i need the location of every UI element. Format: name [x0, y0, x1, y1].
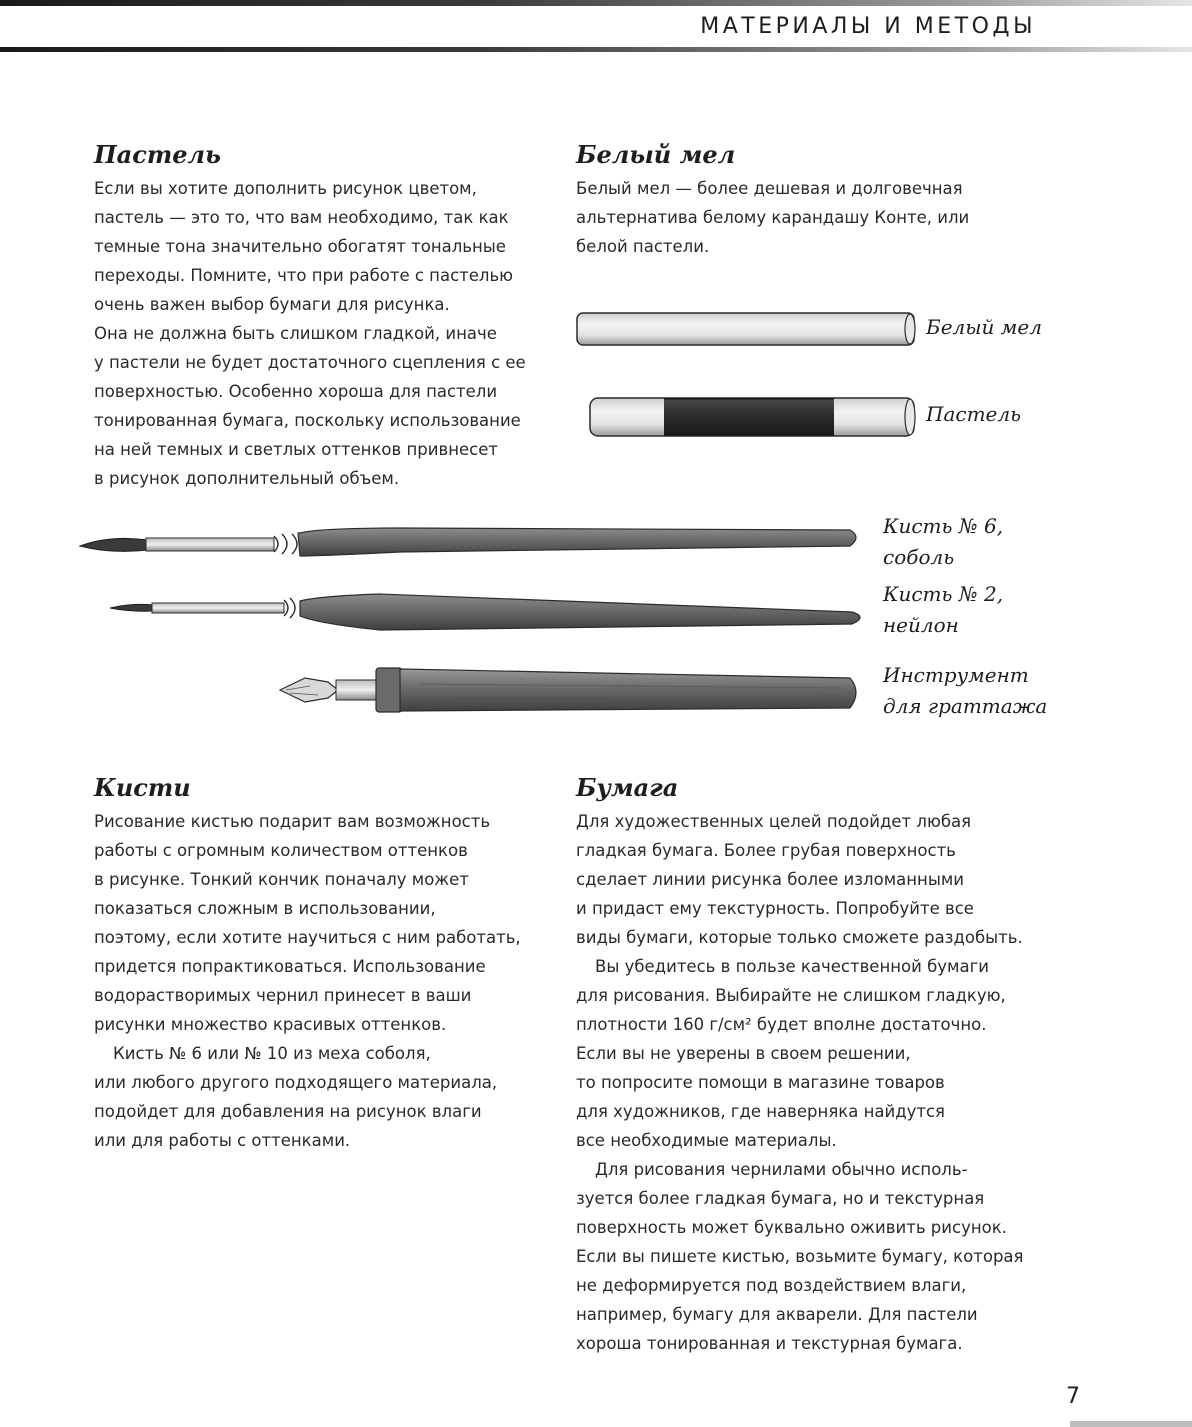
text-line: Кисть № 6 или № 10 из меха соболя, — [113, 1044, 431, 1063]
running-head: МАТЕРИАЛЫ И МЕТОДЫ — [700, 14, 1036, 39]
text-line: в рисунок дополнительный объем. — [94, 469, 400, 488]
text-line: для художников, где наверняка найдутся — [576, 1102, 945, 1121]
text-line: придется попрактиковаться. Использование — [94, 957, 486, 976]
text-line: плотности 160 г/см² будет вполне достаточно. — [576, 1015, 987, 1034]
label-pastel — [926, 399, 1021, 430]
label-line: Пастель — [926, 402, 1021, 426]
white-chalk-stick — [577, 313, 915, 345]
text-line: водорастворимых чернил принесет в ваши — [94, 986, 472, 1005]
text-line: Она не должна быть слишком гладкой, иначе — [94, 324, 497, 343]
text-line: не деформируется под воздействием влаги, — [576, 1276, 967, 1295]
text-line: все необходимые материалы. — [576, 1131, 837, 1150]
label-brush-2 — [883, 579, 1003, 641]
label-white-chalk — [926, 312, 1042, 343]
text-line: показаться сложным в использовании, — [94, 899, 436, 918]
brushes-paragraph — [94, 807, 521, 1155]
text-line: то попросите помощи в магазине товаров — [576, 1073, 945, 1092]
text-line: или любого другого подходящего материала, — [94, 1073, 498, 1092]
text-line: виды бумаги, которые только сможете раздобыть. — [576, 928, 1023, 947]
text-line: в рисунке. Тонкий кончик поначалу может — [94, 870, 469, 889]
text-line: у пастели не будет достаточного сцепления с ее — [94, 353, 526, 372]
label-brush-6 — [883, 511, 1003, 573]
text-line: зуется более гладкая бумага, но и текстурная — [576, 1189, 985, 1208]
text-line: гладкая бумага. Более грубая поверхность — [576, 841, 956, 860]
text-line: очень важен выбор бумаги для рисунка. — [94, 295, 450, 314]
text-line: Вы убедитесь в пользе качественной бумаги — [595, 957, 989, 976]
label-line: для граттажа — [883, 694, 1048, 718]
paper-paragraph — [576, 807, 1023, 1358]
page-number: 7 — [1066, 1384, 1080, 1409]
text-line: подойдет для добавления на рисунок влаги — [94, 1102, 482, 1121]
label-line: Кисть № 2, — [883, 582, 1004, 606]
text-line: Рисование кистью подарит вам возможность — [94, 812, 491, 831]
text-line: альтернатива белому карандашу Конте, или — [576, 208, 970, 227]
label-line: Кисть № 6, — [883, 514, 1004, 538]
text-line: например, бумагу для акварели. Для пастели — [576, 1305, 978, 1324]
text-line: для рисования. Выбирайте не слишком гладкую, — [576, 986, 1006, 1005]
text-line: работы с огромным количеством оттенков — [94, 841, 468, 860]
label-line: соболь — [883, 545, 955, 569]
bottom-decorative-bar — [1070, 1421, 1192, 1427]
text-line: Для рисования чернилами обычно исполь- — [595, 1160, 968, 1179]
text-line: на ней темных и светлых оттенков привнесет — [94, 440, 498, 459]
white-chalk-heading: Белый мел — [576, 140, 736, 169]
text-line: пастель — это то, что вам необходимо, так как — [94, 208, 509, 227]
text-line: Для художественных целей подойдет любая — [576, 812, 972, 831]
text-line: Если вы хотите дополнить рисунок цветом, — [94, 179, 477, 198]
text-line: или для работы с оттенками. — [94, 1131, 351, 1150]
text-line: и придаст ему текстурность. Попробуйте все — [576, 899, 974, 918]
brush-2-nylon — [110, 594, 860, 630]
text-line: рисунки множество красивых оттенков. — [94, 1015, 447, 1034]
text-line: тонированная бумага, поскольку использование — [94, 411, 521, 430]
text-line: темные тона значительно обогатят тональные — [94, 237, 506, 256]
label-scratch-tool — [883, 660, 1047, 722]
text-line: Белый мел — более дешевая и долговечная — [576, 179, 963, 198]
label-line: Белый мел — [926, 315, 1042, 339]
brushes-heading: Кисти — [94, 773, 191, 802]
text-line: переходы. Помните, что при работе с пастелью — [94, 266, 514, 285]
text-line: хороша тонированная и текстурная бумага. — [576, 1334, 963, 1353]
paper-heading: Бумага — [576, 773, 679, 802]
scratch-tool — [280, 668, 856, 712]
text-line: белой пастели. — [576, 237, 710, 256]
text-line: поэтому, если хотите научиться с ним работать, — [94, 928, 521, 947]
text-line: сделает линии рисунка более изломанными — [576, 870, 965, 889]
pastel-stick — [590, 398, 915, 436]
label-line: Инструмент — [883, 663, 1029, 687]
text-line: поверхностью. Особенно хороша для пастели — [94, 382, 498, 401]
label-line: нейлон — [883, 613, 959, 637]
text-line: Если вы пишете кистью, возьмите бумагу, которая — [576, 1247, 1024, 1266]
text-line: Если вы не уверены в своем решении, — [576, 1044, 911, 1063]
text-line: поверхность может буквально оживить рисунок. — [576, 1218, 1007, 1237]
pastel-heading: Пастель — [94, 140, 221, 169]
brush-6-sable — [80, 528, 856, 556]
